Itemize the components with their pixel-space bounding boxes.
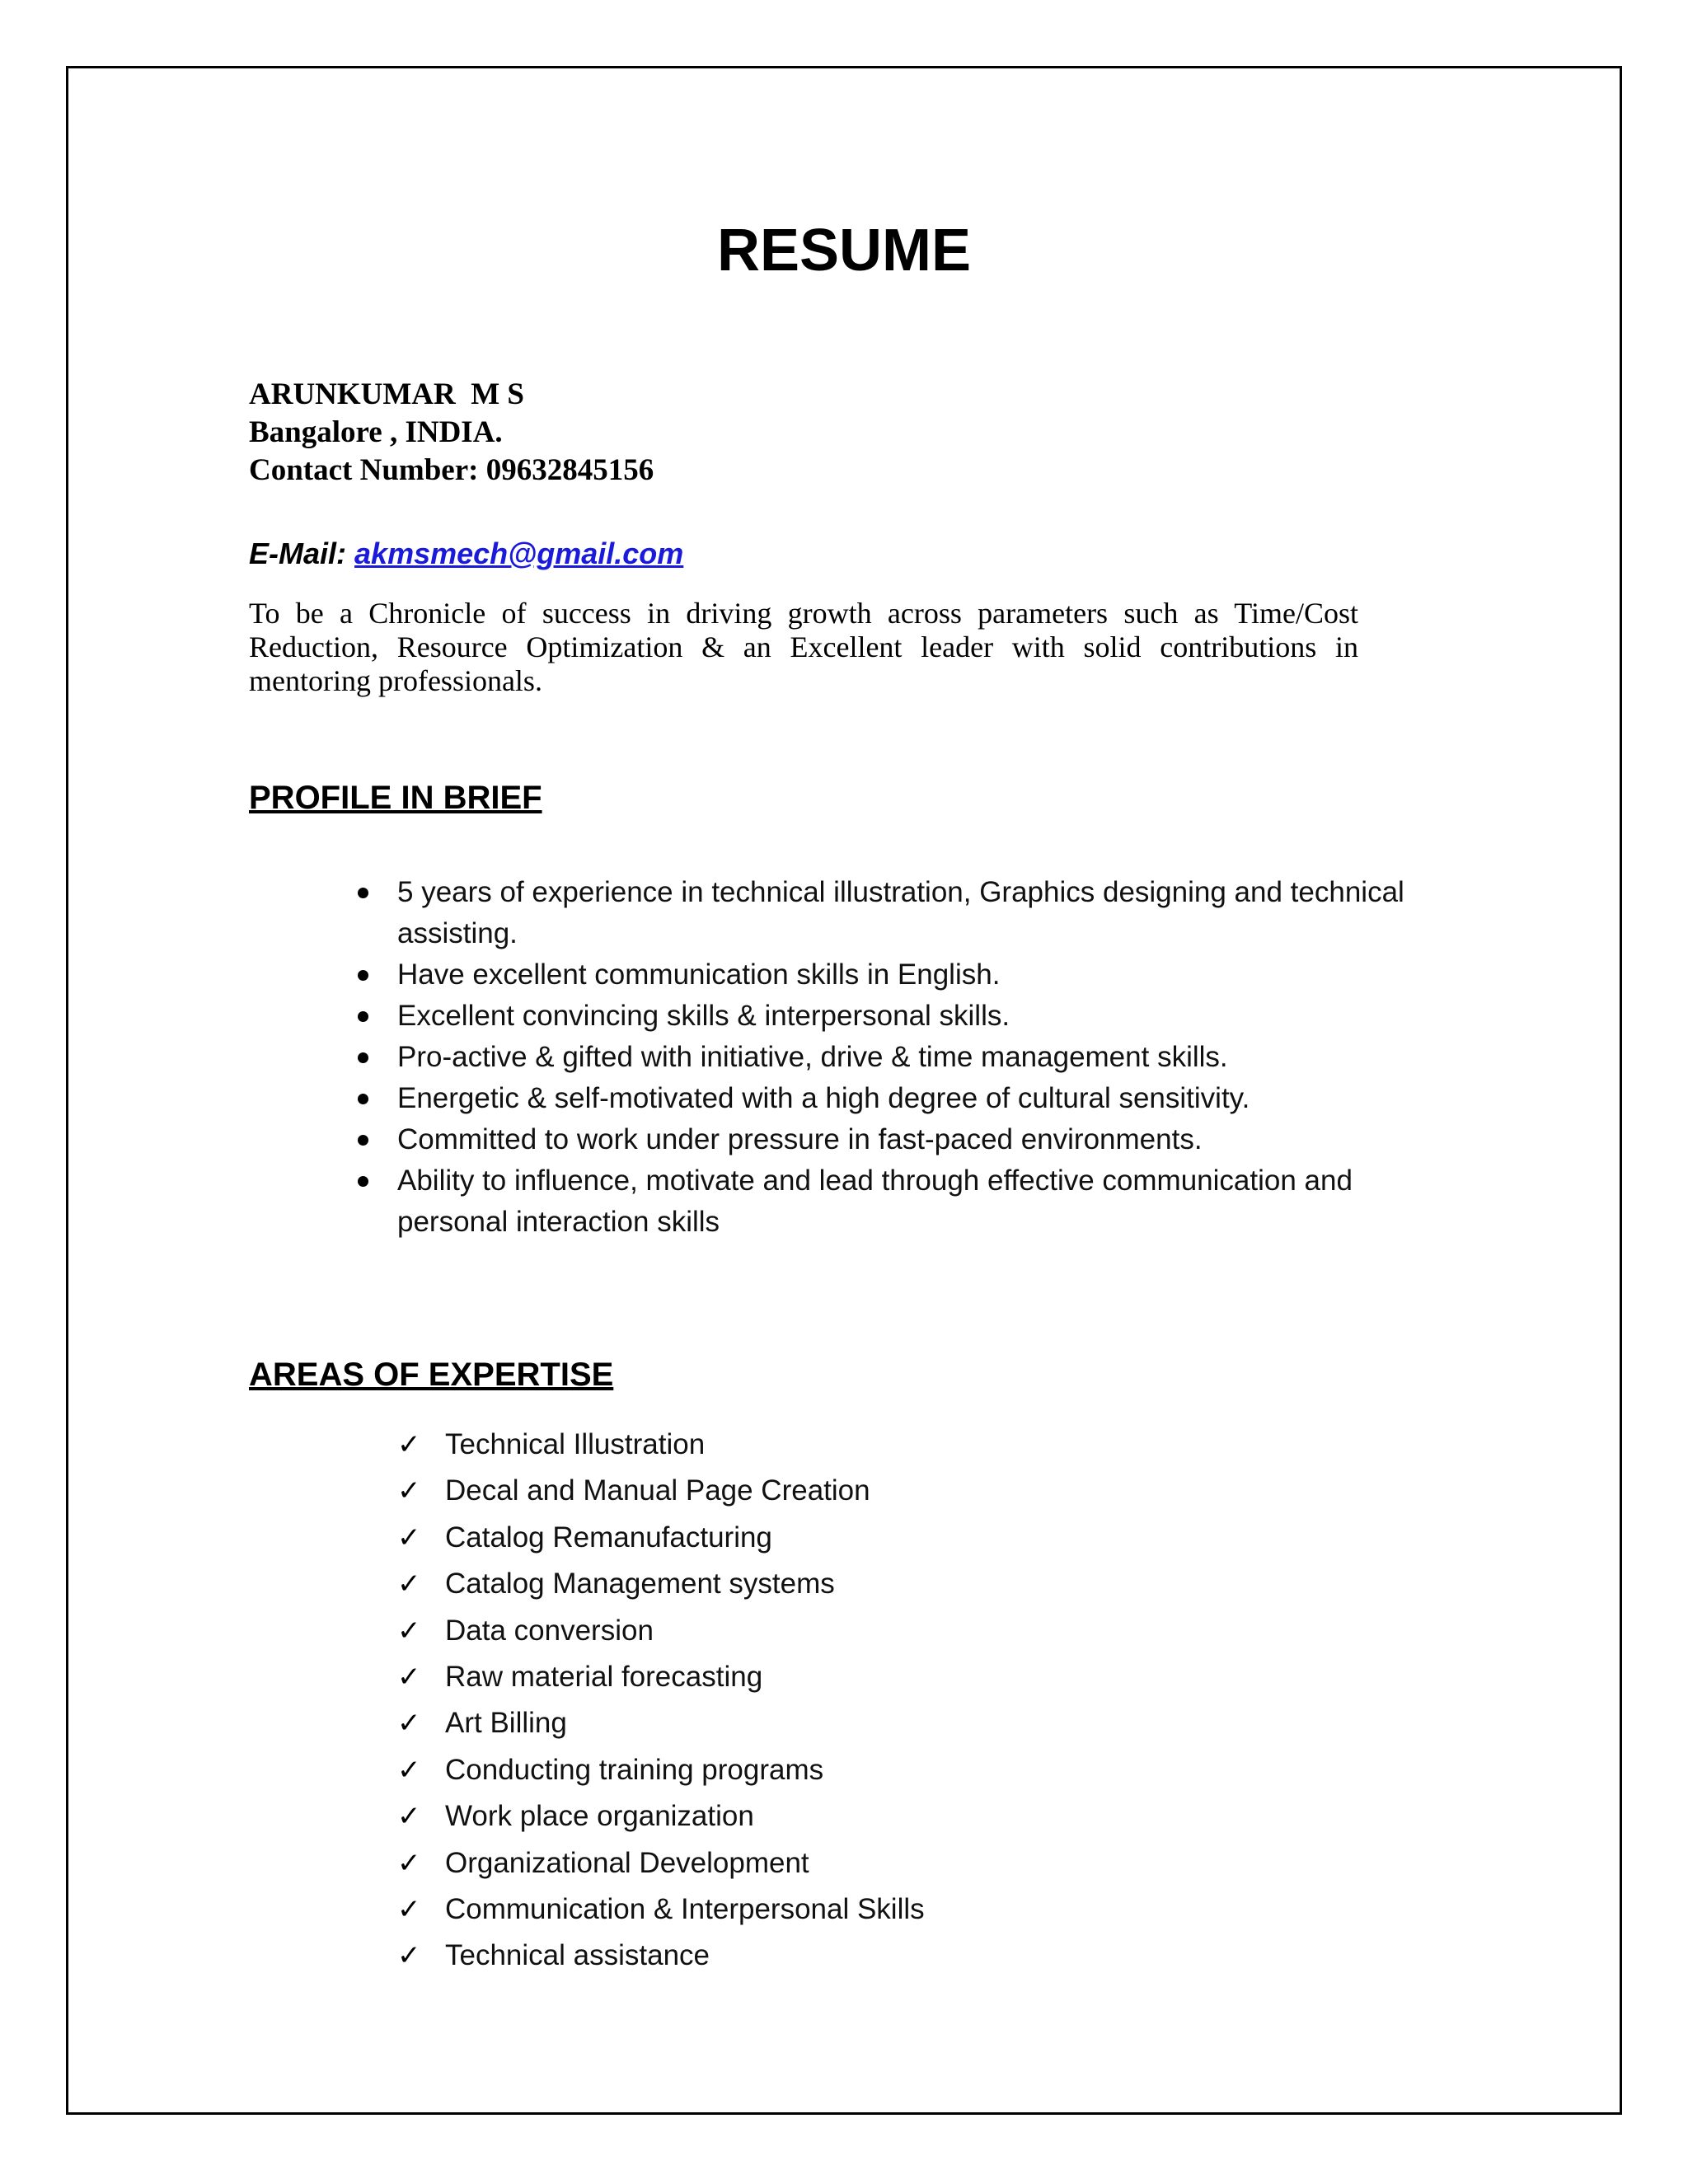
bullet-icon	[358, 1135, 368, 1146]
list-item: ✓ Raw material forecasting	[445, 1654, 925, 1700]
contact-number: Contact Number: 09632845156	[249, 453, 654, 487]
list-item: Excellent convincing skills & interpersonal skills.	[397, 996, 1436, 1037]
expertise-heading: AREAS OF EXPERTISE	[249, 1357, 614, 1393]
list-item: ✓ Conducting training programs	[445, 1747, 925, 1793]
candidate-location: Bangalore , INDIA.	[249, 415, 503, 449]
list-item: Have excellent communication skills in English.	[397, 954, 1436, 996]
email-label: E-Mail:	[249, 537, 347, 570]
list-item: ✓ Catalog Management systems	[445, 1561, 925, 1607]
profile-heading: PROFILE IN BRIEF	[249, 780, 542, 816]
list-item: Committed to work under pressure in fast-paced environments.	[397, 1119, 1436, 1160]
email-link[interactable]: akmsmech@gmail.com	[354, 537, 684, 570]
candidate-name: ARUNKUMAR M S	[249, 377, 524, 411]
checkmark-icon: ✓	[397, 1475, 421, 1507]
list-item: Pro-active & gifted with initiative, drive & time management skills.	[397, 1037, 1436, 1078]
checkmark-icon: ✓	[397, 1661, 421, 1694]
list-item: ✓ Organizational Development	[445, 1840, 925, 1886]
checkmark-icon: ✓	[397, 1801, 421, 1833]
checkmark-icon: ✓	[397, 1940, 421, 1972]
checkmark-icon: ✓	[397, 1429, 421, 1460]
bullet-icon	[358, 1176, 368, 1187]
email-line	[249, 536, 683, 572]
bullet-icon	[358, 1052, 368, 1063]
list-item: Ability to influence, motivate and lead through effective communication and personal interaction skills	[397, 1160, 1436, 1243]
page-title: RESUME	[716, 218, 972, 284]
checkmark-icon: ✓	[397, 1568, 421, 1601]
contact-block	[249, 376, 654, 490]
list-item: ✓ Art Billing	[445, 1700, 925, 1746]
list-item: ✓ Data conversion	[445, 1608, 925, 1654]
list-item: ✓ Technical Illustration	[445, 1422, 925, 1468]
profile-list	[397, 872, 1436, 1243]
checkmark-icon: ✓	[397, 1847, 421, 1879]
checkmark-icon: ✓	[397, 1615, 421, 1647]
list-item: ✓ Catalog Remanufacturing	[445, 1515, 925, 1561]
checkmark-icon: ✓	[397, 1754, 421, 1786]
objective-statement: To be a Chronicle of success in driving growth across parameters such as Time/Cost Reduction, Resource Optimization & an Excellent leader with solid contributions in mentoring professionals.	[249, 597, 1358, 697]
list-item: ✓ Decal and Manual Page Creation	[445, 1468, 925, 1514]
list-item: 5 years of experience in technical illustration, Graphics designing and technical assisting.	[397, 872, 1436, 954]
expertise-list	[397, 1422, 925, 1980]
bullet-icon	[358, 888, 368, 898]
checkmark-icon: ✓	[397, 1894, 421, 1926]
list-item: ✓ Work place organization	[445, 1793, 925, 1840]
bullet-icon	[358, 1094, 368, 1104]
list-item: ✓ Communication & Interpersonal Skills	[445, 1886, 925, 1933]
bullet-icon	[358, 1011, 368, 1022]
checkmark-icon: ✓	[397, 1521, 421, 1554]
list-item: ✓ Technical assistance	[445, 1933, 925, 1979]
bullet-icon	[358, 970, 368, 981]
checkmark-icon: ✓	[397, 1708, 421, 1740]
list-item: Energetic & self-motivated with a high degree of cultural sensitivity.	[397, 1078, 1436, 1119]
